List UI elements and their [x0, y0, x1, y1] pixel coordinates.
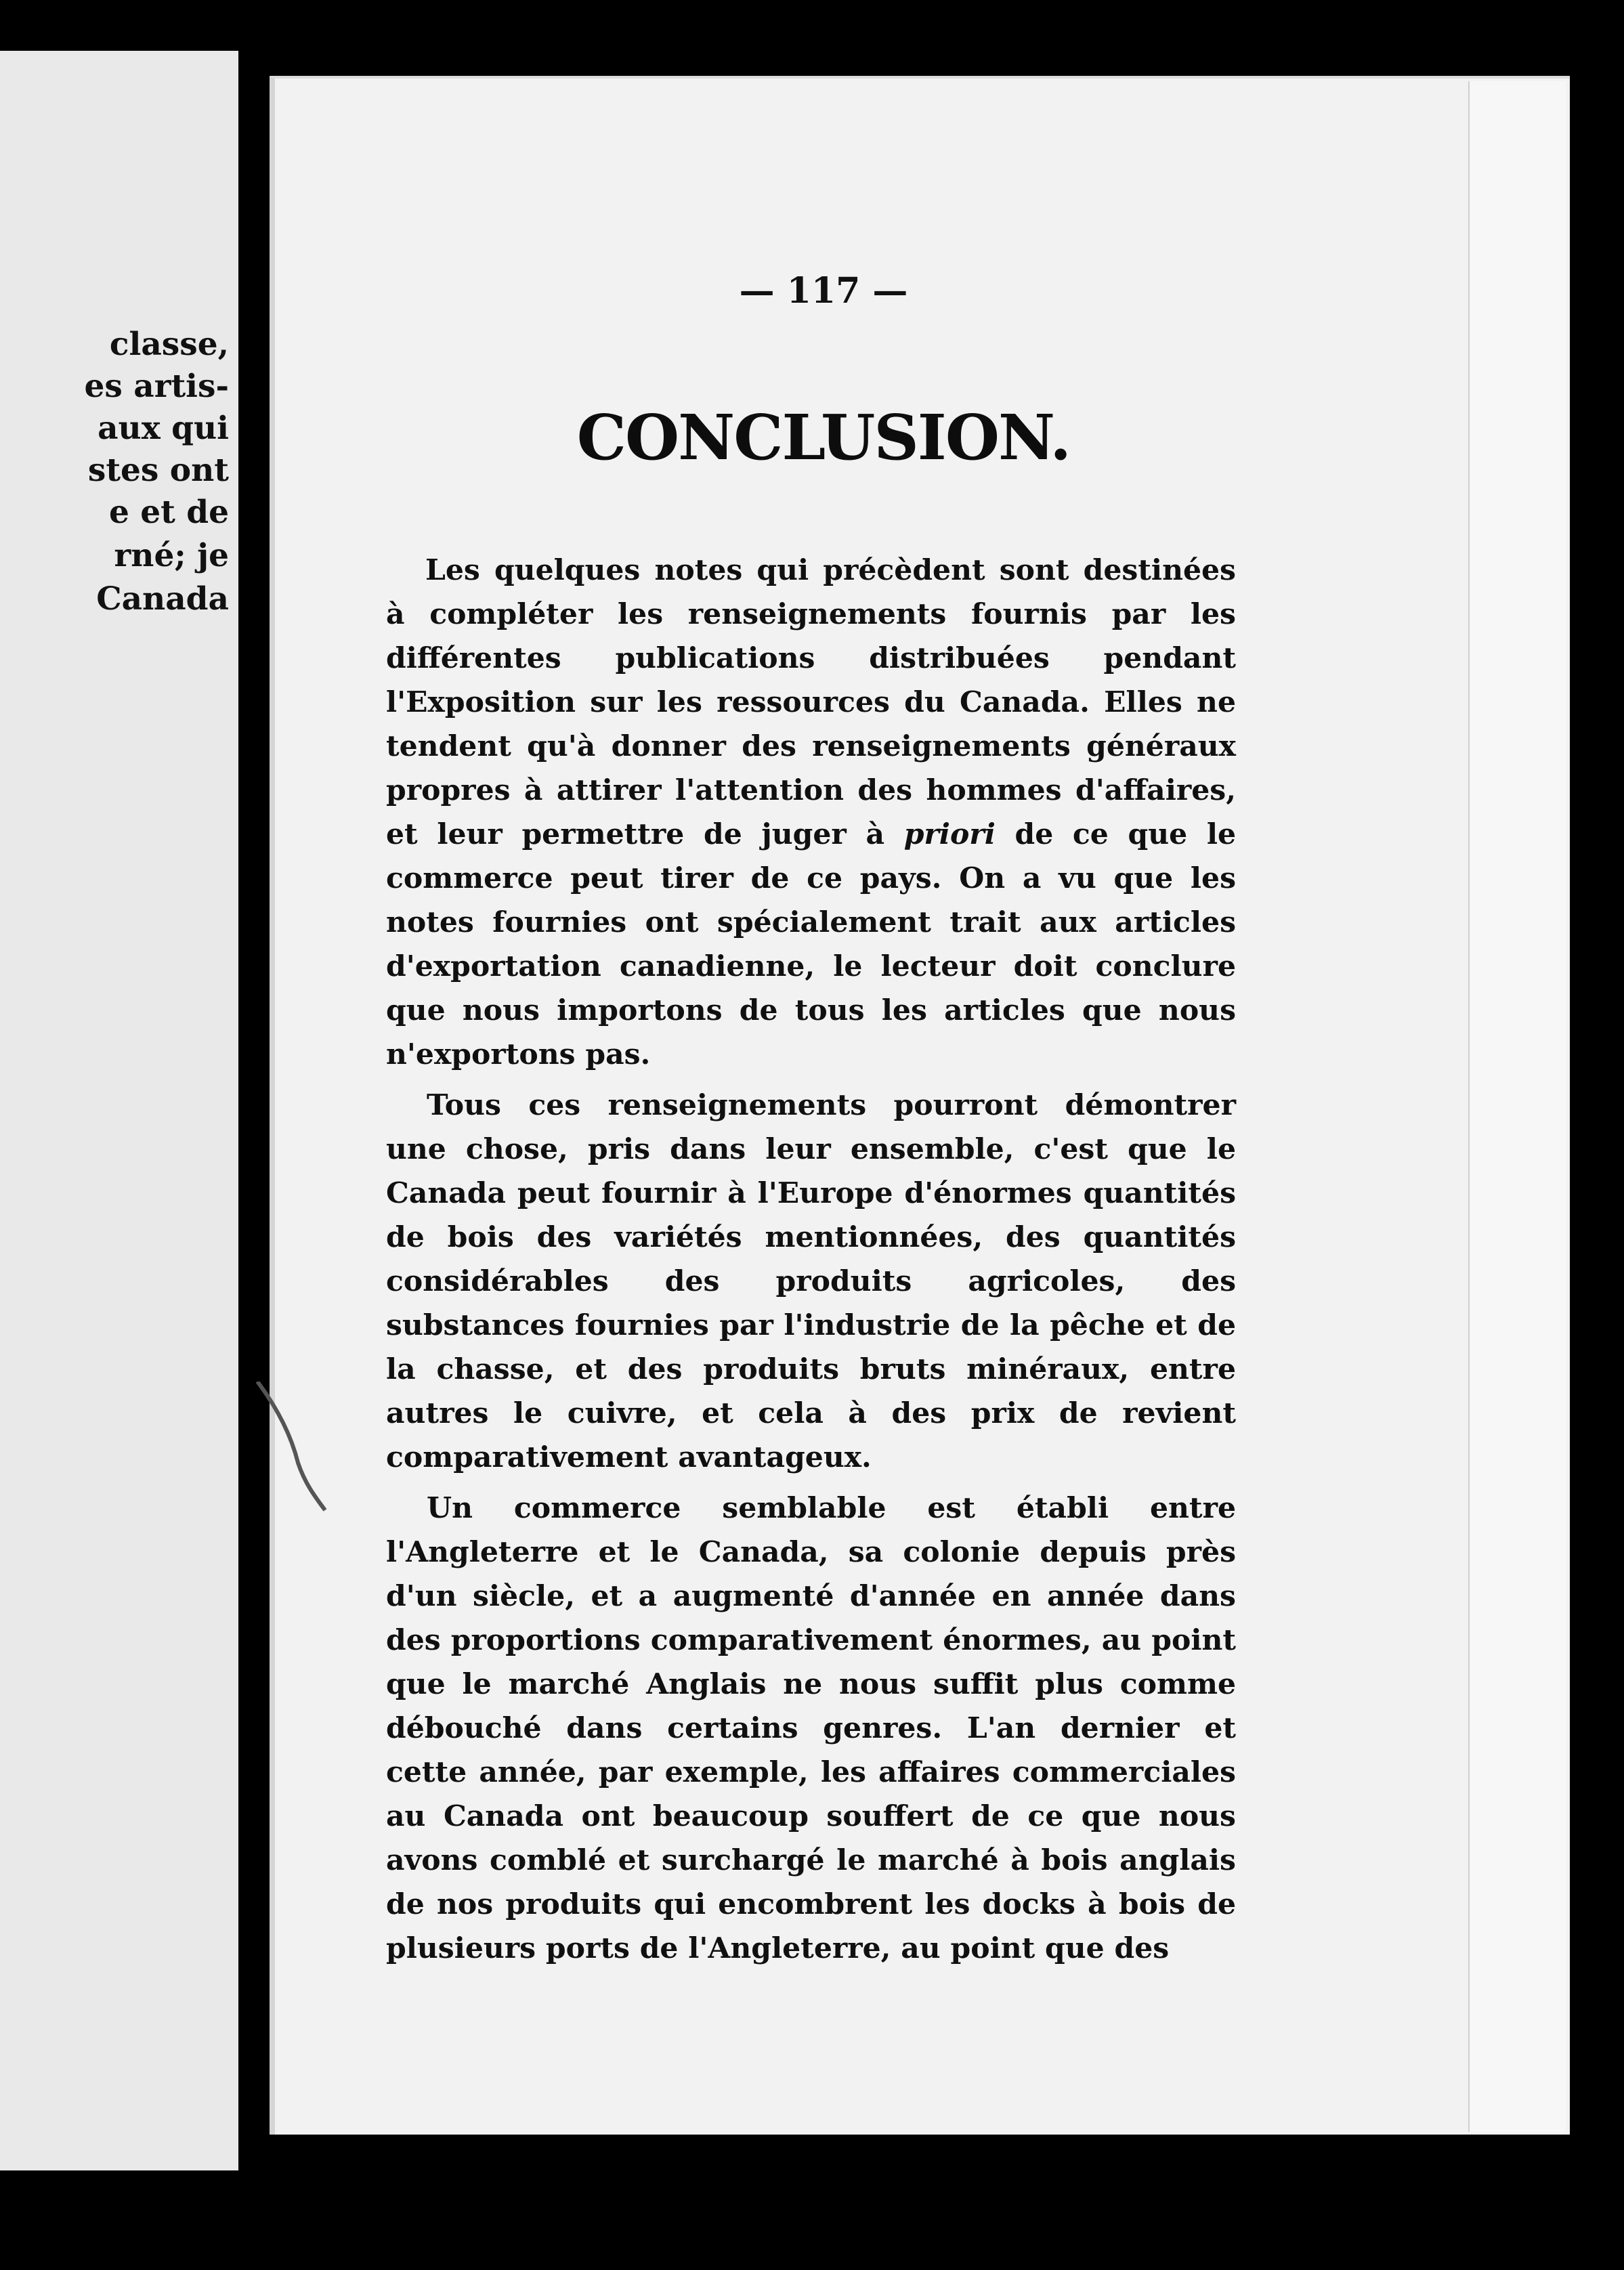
italic-term: priori: [903, 817, 996, 851]
page-fold-edge: [1468, 81, 1566, 2132]
paragraph-text: Les quelques notes qui précèdent sont destinées à compléter les renseignements fournis par les différentes publications distribuées pendant l'Exposition sur les ressources du Canada. Elles ne tendent qu'à donner des renseignements généraux propres à attirer l'attention des hommes d'affaires, et leur permettre de juger à: [386, 553, 1236, 851]
page-number: — 117 —: [739, 270, 908, 312]
left-page-line: classe,: [109, 326, 229, 363]
paragraph: [386, 549, 1236, 1077]
paragraph-text: de ce que le commerce peut tirer de ce pays. On a vu que les notes fournies ont spécialement trait aux articles d'exportation canadienne, le lecteur doit conclure que nous importons de tous les articles que nous n'exportons pas.: [386, 817, 1237, 1071]
paragraph: Un commerce semblable est établi entre l'Angleterre et le Canada, sa colonie depuis près d'un siècle, et a augmenté d'année en année dans des proportions comparativement énormes, au point que le marché Anglais ne nous suffit plus comme débouché dans certains genres. L'an dernier et cette année, par exemple, les affaires commerciales au Canada ont beaucoup souffert de ce que nous avons comblé et surchargé le marché à bois anglais de nos produits qui encombrent les docks à bois de plusieurs ports de l'Angleterre, au point que des: [386, 1491, 1236, 1965]
paper-crease-mark: [251, 1382, 332, 1517]
body-text: [386, 549, 1236, 1977]
left-page-line: aux qui: [98, 410, 229, 447]
left-page-line: e et de: [108, 494, 229, 531]
left-page-line: Canada: [96, 580, 229, 618]
left-page-line: rné; je: [114, 537, 229, 574]
left-page-line: es artis-: [84, 368, 229, 405]
page-title: CONCLUSION.: [576, 401, 1071, 474]
paragraph: Tous ces renseignements pourront démontrer une chose, pris dans leur ensemble, c'est que le Canada peut fournir à l'Europe d'énormes quantités de bois des variétés mentionnées, des quantités considérables des produits agricoles, des substances fournies par l'industrie de la pêche et de la chasse, et des produits bruts minéraux, entre autres le cuivre, et cela à des prix de revient comparativement avantageux.: [386, 1088, 1236, 1474]
left-facing-page: [0, 51, 238, 2170]
left-page-line: stes ont: [87, 452, 229, 489]
